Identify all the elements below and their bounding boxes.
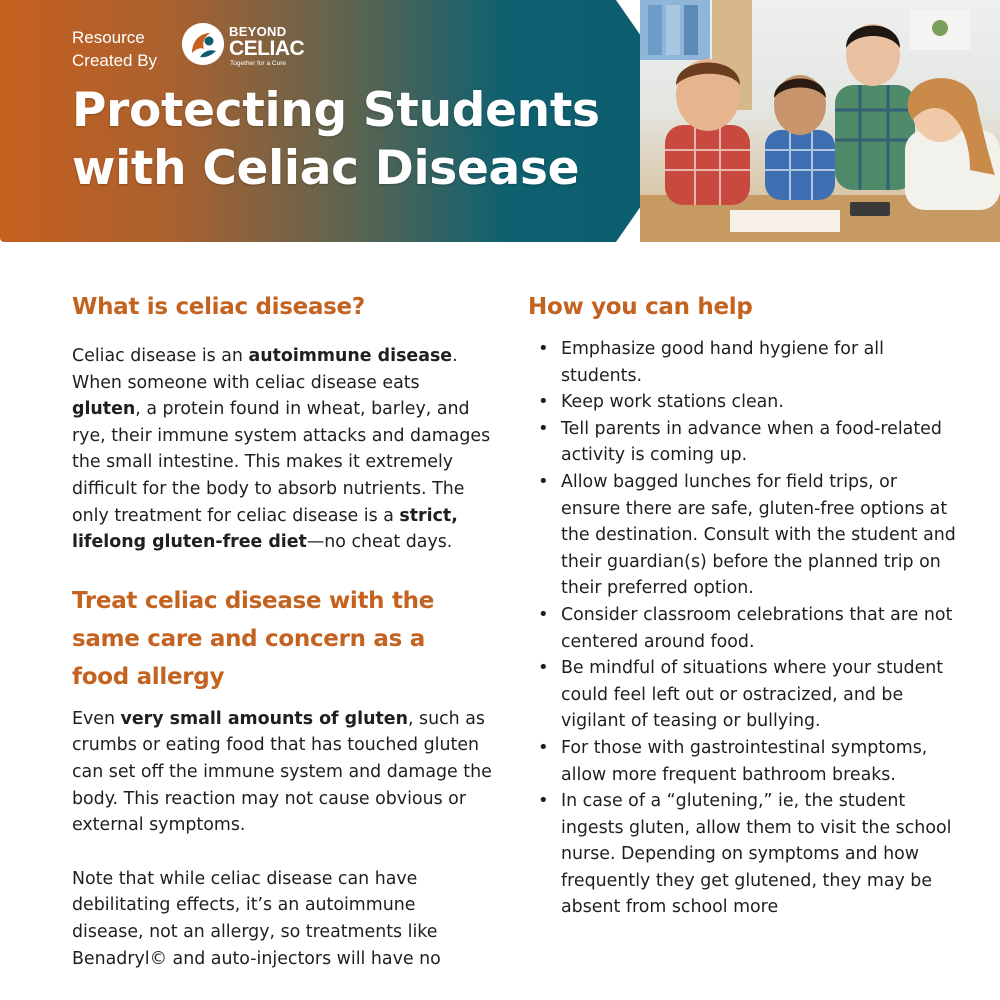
logo-brand-line-1: BEYOND [229,24,287,39]
list-item: • Be mindful of situations where your student could feel left out or ostracized, and be vigilant of teasing or bullying. [528,655,958,735]
section-heading-how-you-can-help: How you can help [528,294,753,320]
resource-line-1: Resource [72,28,145,47]
list-item: • Allow bagged lunches for field trips, or ensure there are safe, gluten-free options at the destination. Consult with the student and their guardian(s) before the planned trip on their preferred option. [528,469,958,602]
p1-text-e: , a protein found in wheat, barley, and rye, their immune system attacks and damages the small intestine. This makes it extremely difficult for the body to absorb nutrients. The only treatment for celiac disease is a [72,399,491,526]
help-list [528,336,958,921]
list-item: • Consider classroom celebrations that are not centered around food. [528,602,958,655]
right-column [528,288,958,921]
section-heading-what-is-celiac: What is celiac disease? [72,294,365,320]
paragraph-note: Note that while celiac disease can have debilitating effects, it’s an autoimmune disease, not an allergy, so treatments like Benadryl© and auto-injectors will have no [72,868,441,969]
p2-text-c: , such as crumbs or eating food that has touched gluten can set off the immune system and damage the body. This reaction may not cause obvious or external symptoms. [72,708,492,836]
beyond-celiac-logo [182,23,312,71]
list-item: • In case of a “glutening,” ie, the student ingests gluten, allow them to visit the school nurse. Depending on symptoms and how frequently they get glutened, they may be absent from school more [528,788,958,921]
left-column [72,288,492,972]
p2-text-a: Even [72,708,121,729]
classroom-photo [640,0,1000,242]
p1-bold-diet: strict, lifelong gluten-free diet [72,505,458,553]
list-item: • Keep work stations clean. [528,389,958,416]
resource-created-by [72,26,182,72]
p1-bold-gluten: gluten [72,399,136,420]
p1-text-g: —no cheat days. [306,532,453,553]
p1-text-a: Celiac disease is an [72,346,249,366]
page-title [72,82,672,198]
list-item: • For those with gastrointestinal symptoms, allow more frequent bathroom breaks. [528,735,958,788]
heading-line-3: food allergy [72,663,225,690]
heading-line-2: same care and concern as a [72,625,425,652]
heading-line-1: Treat celiac disease with the [72,587,435,614]
resource-line-2: Created By [72,51,158,70]
p1-text-c: . When someone with celiac disease eats [72,346,458,393]
logo-tagline: Together for a Cure [230,60,287,67]
page-title-line-2: with Celiac Disease [72,141,580,196]
beyond-celiac-logo-icon [182,23,224,65]
list-item: • Emphasize good hand hygiene for all students. [528,336,958,389]
header-banner [0,0,1000,242]
p1-bold-autoimmune: autoimmune disease [248,346,453,366]
list-item: • Tell parents in advance when a food-related activity is coming up. [528,416,958,469]
p2-bold-small-amounts: very small amounts of gluten [120,708,408,729]
section-heading-treat-celiac [72,582,492,696]
page-title-line-1: Protecting Students [72,83,600,138]
paragraph-small-amounts [72,706,492,839]
logo-brand-line-2: CELIAC [229,37,305,60]
paragraph-what-is-celiac [72,343,492,556]
